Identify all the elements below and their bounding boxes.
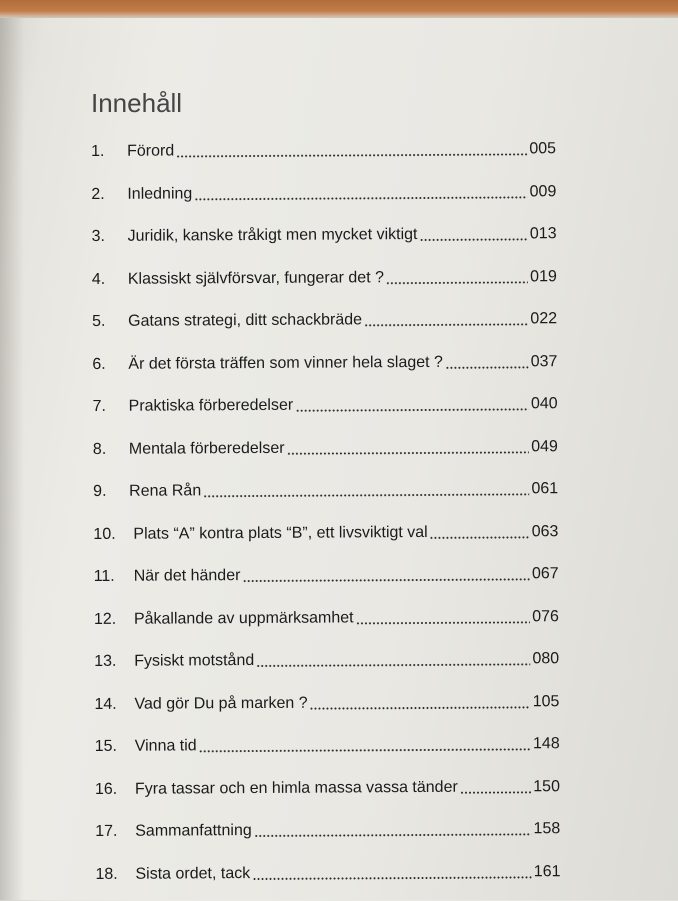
toc-entry-title: Praktiska förberedelser [128, 396, 294, 415]
dot-leader [364, 323, 528, 326]
toc-entry-title: Förord [127, 142, 175, 160]
dot-leader [254, 833, 532, 837]
toc-entry [93, 477, 558, 502]
toc-entry [92, 265, 557, 290]
toc-entry-number: 3. [91, 227, 105, 245]
toc-entry-page: 040 [530, 395, 558, 413]
toc-entry-number: 8. [92, 440, 107, 458]
dot-leader [445, 366, 529, 369]
toc-entry-number: 13. [94, 652, 117, 670]
toc-entry-title: Inledning [127, 184, 193, 203]
toc-entry-title: Vinna tid [134, 737, 197, 755]
toc-entry-page: 019 [530, 267, 557, 285]
toc-entry-title: Sista ordet, tack [135, 864, 251, 883]
toc-entry-page: 013 [529, 225, 557, 243]
toc-entry-page: 148 [532, 735, 560, 753]
toc-entry [94, 647, 559, 672]
toc-entry-page: 105 [532, 692, 560, 710]
toc-entry-number: 17. [95, 822, 118, 840]
toc-entry-page: 009 [529, 182, 557, 200]
toc-entry-page: 037 [530, 352, 558, 370]
toc-entry-number: 18. [95, 865, 118, 883]
dot-leader [310, 706, 531, 709]
toc-entry-title: Fysiskt motstånd [134, 652, 255, 670]
toc-entry-number: 4. [91, 270, 106, 288]
dot-leader [430, 536, 530, 539]
toc-entry [93, 392, 558, 417]
toc-entry [95, 817, 560, 842]
toc-entry [91, 180, 556, 205]
toc-entry-title: Påkallande av uppmärksamhet [133, 608, 354, 628]
toc-entry-number: 9. [93, 482, 107, 500]
toc-entry-title: Rena Rån [129, 482, 202, 500]
toc-entry [92, 307, 557, 332]
toc-entry [93, 520, 558, 545]
dot-leader [295, 408, 529, 411]
toc-title: Innehåll [91, 88, 183, 118]
toc-entry-number: 2. [91, 185, 105, 203]
toc-entry [95, 732, 560, 757]
toc-entry-title: Mentala förberedelser [128, 439, 285, 458]
toc-entry-title: Gatans strategi, ditt schackbräde [128, 311, 363, 330]
toc-entry-number: 12. [93, 610, 117, 628]
dot-leader [386, 281, 528, 284]
toc-entry-title: Plats “A” kontra plats “B”, ett livsviktigt val [133, 523, 428, 543]
toc-entry-title: Sammanfattning [135, 822, 252, 840]
toc-entry-number: 16. [94, 780, 118, 798]
dot-leader [252, 876, 532, 880]
toc-entry [93, 435, 558, 460]
toc-entry-title: Fyra tassar och en himla massa vassa tänder [134, 778, 458, 798]
toc-entry-number: 14. [94, 695, 117, 713]
toc-entry-title: Är det första träffen som vinner hela slaget ? [128, 353, 443, 373]
dot-leader [287, 451, 530, 454]
toc-entry [94, 605, 559, 630]
toc-entry-title: Klassiskt självförsvar, fungerar det ? [127, 268, 385, 288]
toc-entry [95, 775, 560, 800]
toc-entry [92, 222, 557, 247]
toc-entry [91, 137, 556, 162]
dot-leader [194, 196, 527, 200]
toc-entry-title: Juridik, kanske tråkigt men mycket viktigt [127, 226, 418, 245]
dot-leader [176, 153, 527, 157]
dot-leader [460, 791, 531, 793]
dot-leader [199, 748, 531, 752]
dot-leader [203, 493, 529, 497]
toc-entry-page: 161 [533, 862, 561, 880]
dot-leader [256, 663, 530, 667]
toc-entry-title: Vad gör Du på marken ? [134, 694, 308, 713]
toc-entry-number: 10. [93, 525, 116, 543]
dot-leader [419, 238, 527, 241]
toc-entry-number: 1. [91, 142, 105, 160]
toc-entry [94, 690, 559, 715]
toc-entry-number: 7. [92, 397, 107, 415]
toc-entry-page: 067 [531, 565, 559, 583]
toc-entry-page: 005 [529, 140, 557, 158]
toc-entry-number: 15. [94, 737, 118, 755]
toc-entry-page: 063 [531, 522, 559, 540]
dot-leader [356, 621, 531, 624]
toc-entry-page: 080 [532, 650, 560, 668]
toc-entry [94, 562, 559, 587]
dot-leader [242, 578, 530, 582]
toc-entry-title: När det händer [133, 567, 241, 585]
toc-entry-number: 11. [93, 567, 115, 585]
toc-entry-page: 158 [533, 820, 561, 838]
toc-entry-page: 061 [531, 480, 559, 498]
toc-entry-number: 6. [92, 355, 106, 373]
toc-entry-page: 049 [531, 437, 558, 455]
toc-entry [92, 350, 557, 375]
toc-entry-page: 022 [530, 310, 558, 328]
toc-entry [95, 860, 560, 885]
toc-entry-number: 5. [92, 312, 106, 330]
toc-entry-page: 076 [532, 607, 559, 625]
toc-entry-page: 150 [533, 777, 561, 795]
